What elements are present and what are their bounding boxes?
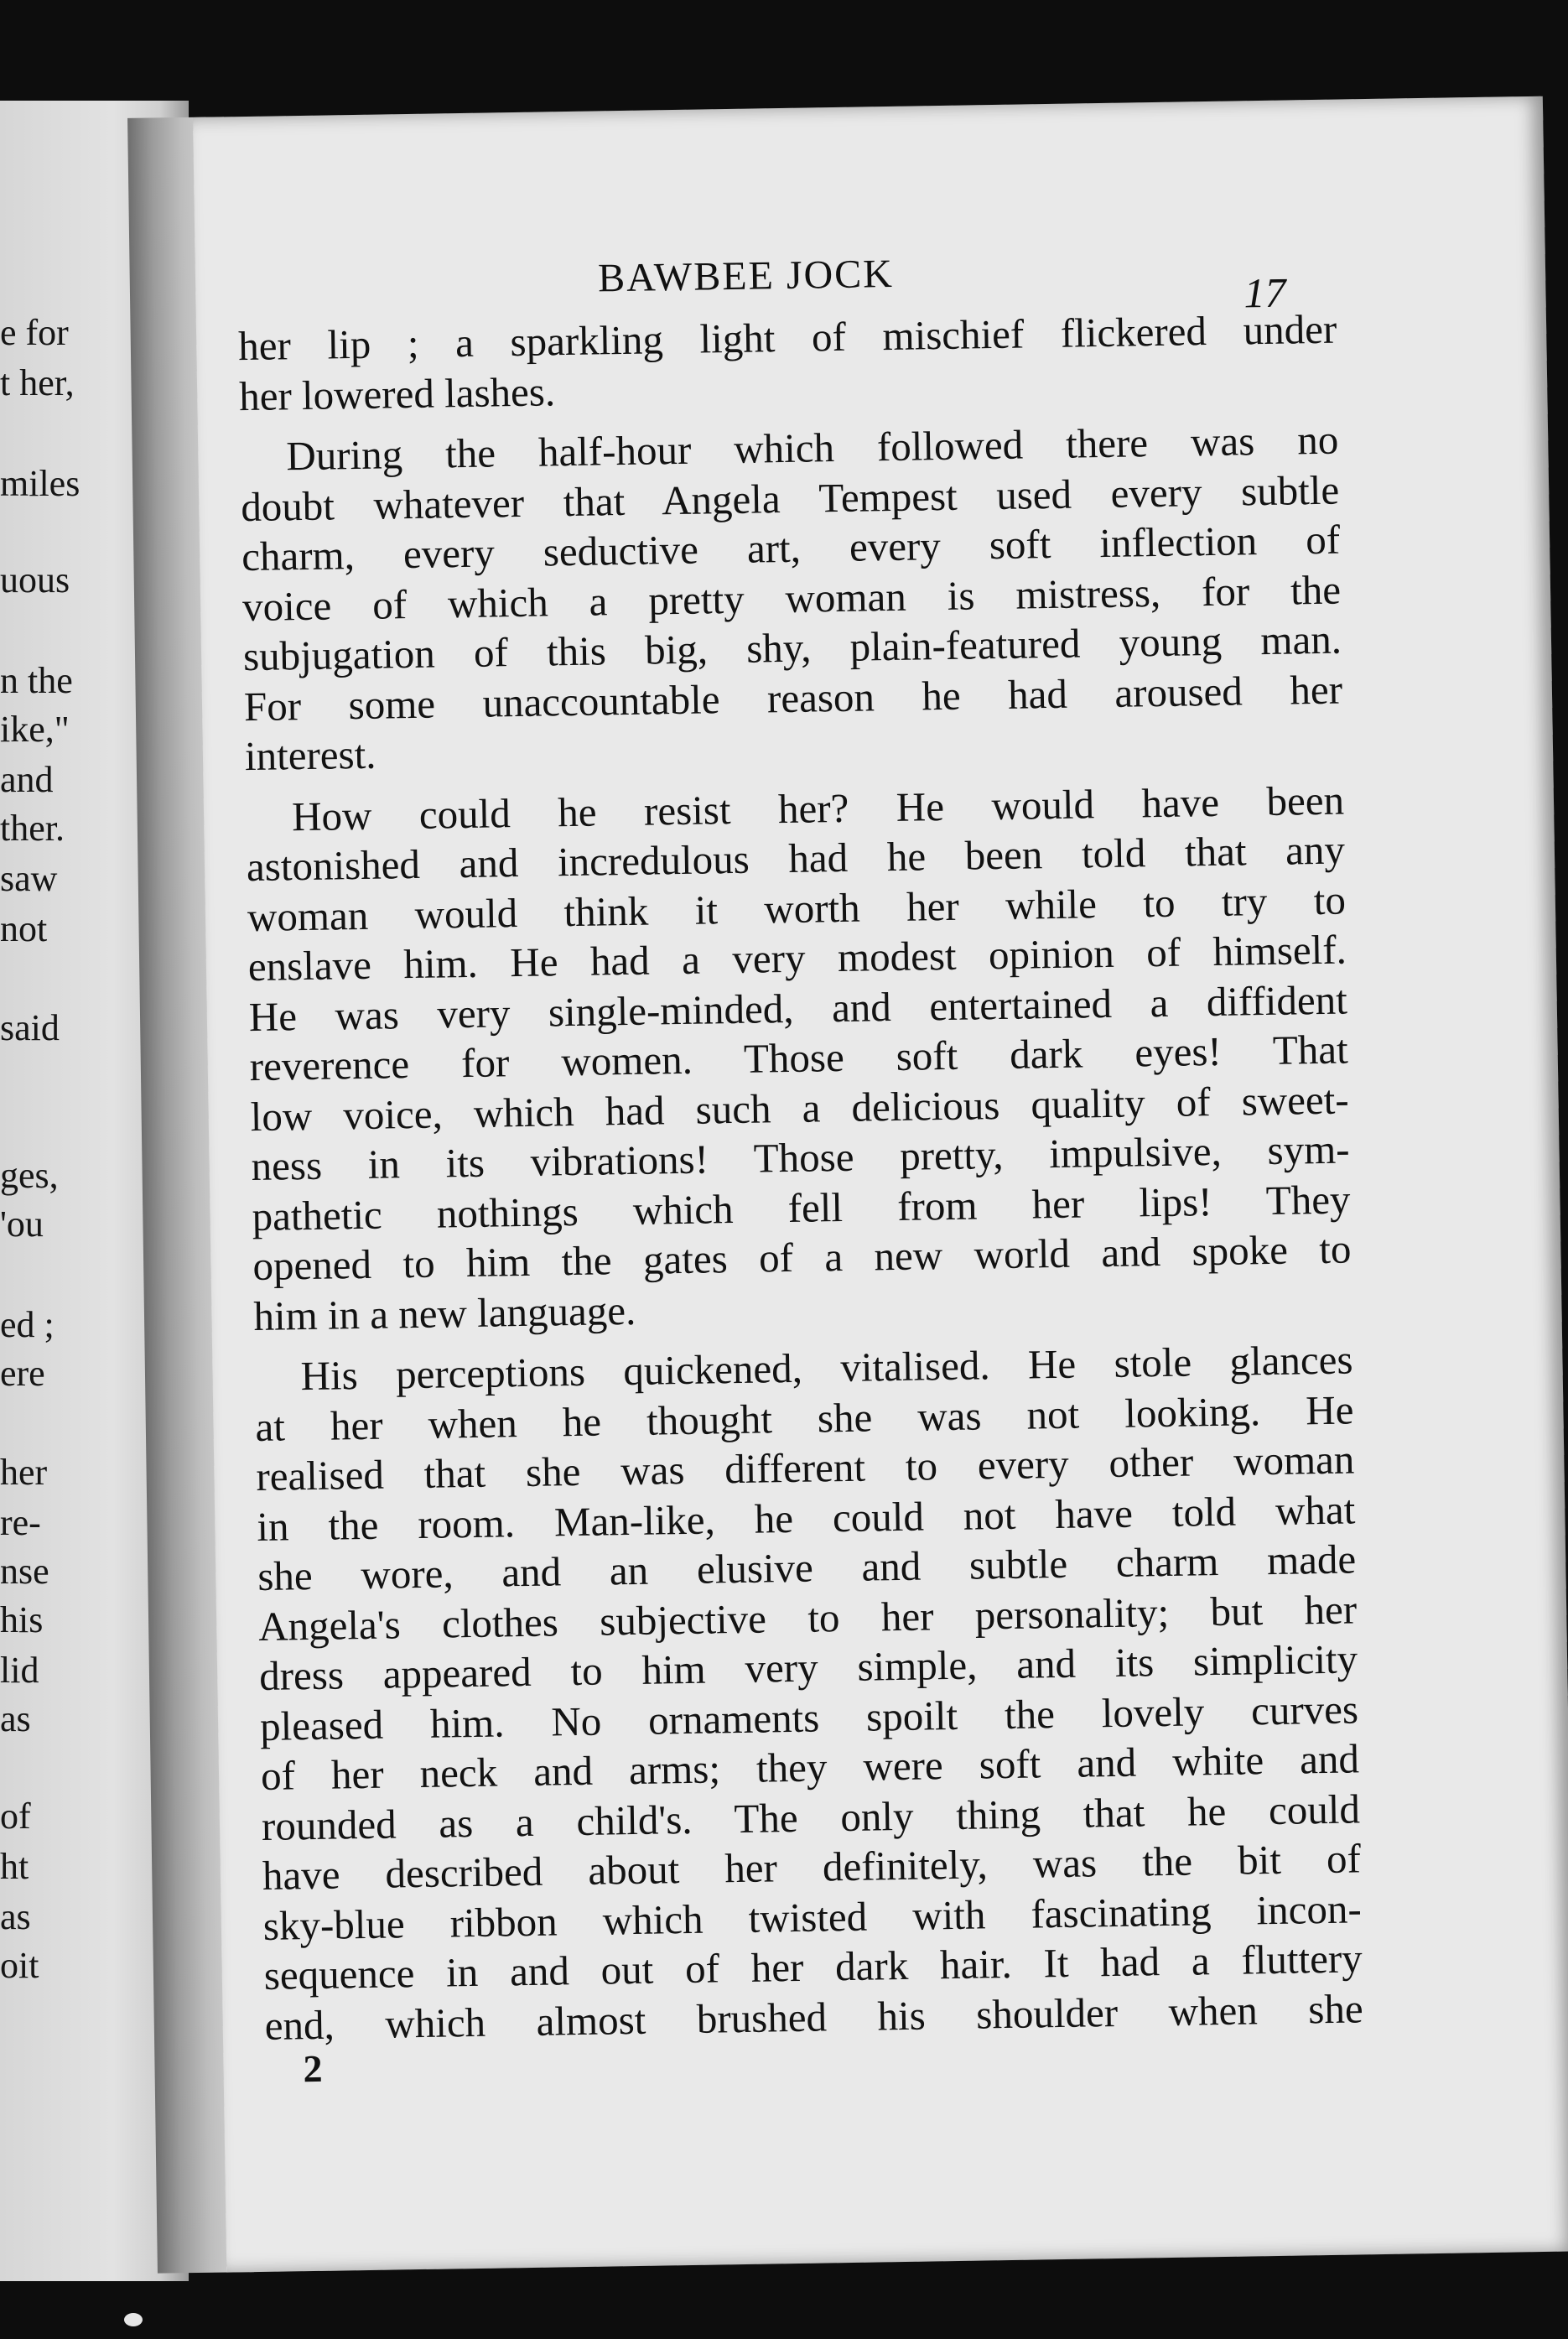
left-page-text: and <box>0 759 54 800</box>
text-line: How could he resist her? He would have been <box>291 777 1345 839</box>
left-page-text: ike," <box>0 709 70 750</box>
text-line: ness in its vibrations! Those pretty, impulsive, sym- <box>251 1125 1350 1190</box>
text-line: voice of which a pretty woman is mistress, for the <box>241 566 1342 630</box>
text-line: low voice, which had such a delicious quality of sweet- <box>250 1075 1349 1140</box>
left-page-text: n the <box>0 660 73 701</box>
text-line: her lip ; a sparkling light of mischief flickered under <box>237 305 1337 370</box>
scan-speck <box>124 2313 143 2326</box>
left-page-text: 'ou <box>0 1203 44 1245</box>
text-line: woman would think it worth her while to try to <box>247 876 1347 940</box>
text-line: her lowered lashes. <box>238 367 556 419</box>
text-line: interest. <box>244 730 376 780</box>
text-line: sequence in and out of her dark hair. It had a fluttery <box>263 1935 1363 1999</box>
text-line: He was very single-minded, and entertained a diffident <box>248 976 1348 1040</box>
left-page-text: ther. <box>0 808 65 849</box>
text-line: charm, every seductive art, every soft inflection of <box>241 516 1341 580</box>
left-page-text: ges, <box>0 1155 59 1196</box>
text-line: realised that she was different to every other woman <box>256 1436 1355 1500</box>
left-page-text: e for <box>0 312 69 353</box>
text-line: Angela's clothes subjective to her personality; but her <box>257 1585 1358 1650</box>
text-line: rounded as a child's. The only thing that he could <box>261 1785 1361 1849</box>
left-page-text: her <box>0 1452 48 1493</box>
body-text <box>238 304 1363 2051</box>
left-page-text: uous <box>0 559 70 600</box>
page-number: 17 <box>1243 268 1286 317</box>
text-line: His perceptions quickened, vitalised. He stole glances <box>300 1336 1353 1400</box>
text-line: reverence for women. Those soft dark eyes! That <box>249 1026 1349 1090</box>
left-page-text: said <box>0 1007 60 1048</box>
text-line: at her when he thought she was not looking. He <box>255 1385 1354 1450</box>
text-line: of her neck and arms; they were soft and white and <box>260 1735 1360 1799</box>
text-line: sky-blue ribbon which twisted with fascinating incon- <box>262 1884 1363 1949</box>
text-line: pleased him. No ornaments spoilt the lovely curves <box>259 1685 1359 1749</box>
left-page-text: ht <box>0 1846 29 1887</box>
left-page-text: nse <box>0 1551 49 1592</box>
text-line: pathetic nothings which fell from her lips! They <box>252 1175 1351 1240</box>
right-page <box>193 96 1568 2273</box>
left-page-text: as <box>0 1896 31 1937</box>
text-line: subjugation of this big, shy, plain-featured young man. <box>242 616 1342 680</box>
left-page-text: of <box>0 1796 31 1837</box>
left-page-text: re- <box>0 1502 41 1543</box>
left-page-text: as <box>0 1698 31 1739</box>
left-page-text: lid <box>0 1650 39 1691</box>
signature-mark: 2 <box>303 2046 323 2091</box>
left-page-text: oit <box>0 1945 39 1986</box>
text-line: enslave him. He had a very modest opinion of himself. <box>247 926 1347 990</box>
left-page-text: ere <box>0 1353 45 1394</box>
left-page-text: his <box>0 1599 44 1640</box>
left-page-text: miles <box>0 463 80 504</box>
text-line: astonished and incredulous had he been told that any <box>246 826 1346 891</box>
left-page-text: not <box>0 908 48 949</box>
left-page-text: t her, <box>0 362 75 403</box>
text-line: doubt whatever that Angela Tempest used every subtle <box>240 466 1340 530</box>
text-line: dress appeared to him very simple, and its simplicity <box>258 1635 1358 1699</box>
running-head: BAWBEE JOCK <box>597 251 895 301</box>
text-line: end, which almost brushed his shoulder when she <box>264 1984 1364 2049</box>
left-page-text: ed ; <box>0 1304 55 1345</box>
left-page-text: saw <box>0 858 58 899</box>
text-line: For some unaccountable reason he had aroused her <box>243 666 1343 730</box>
text-line: have described about her definitely, was the bit of <box>262 1835 1362 1899</box>
text-line: During the half-hour which followed there was no <box>285 416 1339 480</box>
text-line: she wore, and an elusive and subtle charm made <box>257 1536 1357 1599</box>
text-line: opened to him the gates of a new world and spoke to <box>252 1225 1352 1290</box>
text-line: him in a new language. <box>253 1286 636 1339</box>
text-line: in the room. Man-like, he could not have told what <box>256 1485 1356 1550</box>
